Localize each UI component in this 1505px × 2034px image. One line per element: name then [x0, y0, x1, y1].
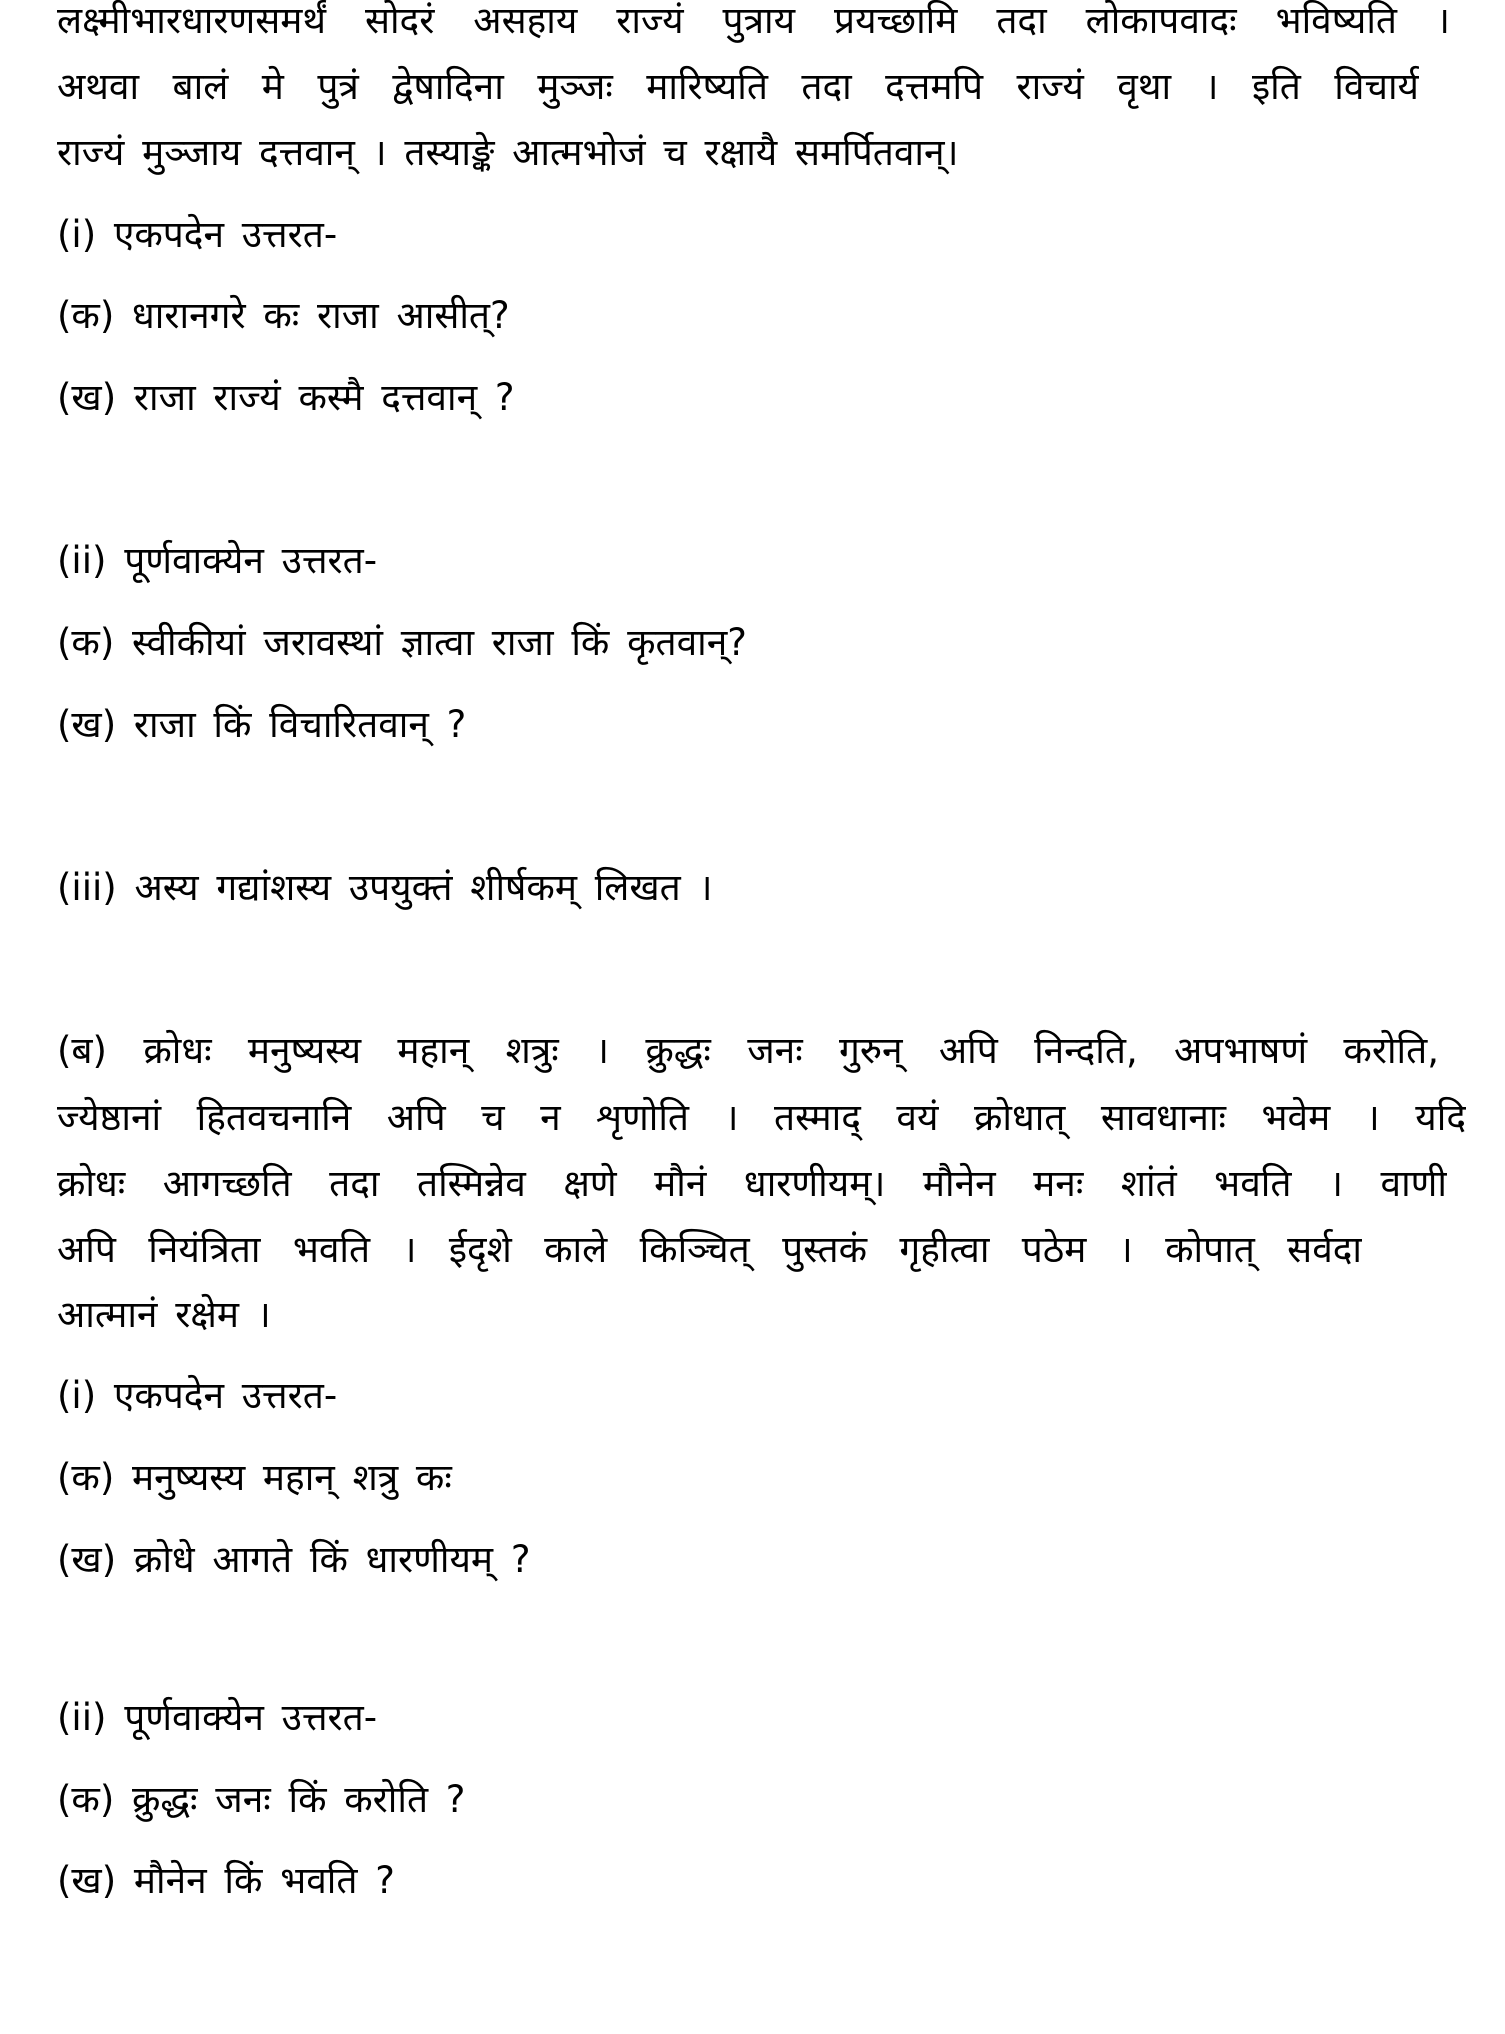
- passage-a-line-3: राज्यं मुञ्जाय दत्तवान् । तस्याङ्के आत्मभोजं च रक्षायै समर्पितवान्।: [57, 131, 959, 174]
- passage-b-q2-item-kha: (ख) मौनेन किं भवति ?: [57, 1859, 395, 1902]
- passage-a-q2-heading: (ii) पूर्णवाक्येन उत्तरत-: [57, 539, 378, 582]
- passage-a-q1-item-kha: (ख) राजा राज्यं कस्मै दत्तवान् ?: [57, 376, 515, 419]
- passage-b-line-4: अपि नियंत्रिता भवति । ईदृशे काले किञ्चित् पुस्तकं गृहीत्वा पठेम । कोपात् सर्वदा: [57, 1228, 1362, 1271]
- passage-a-line-2: अथवा बालं मे पुत्रं द्वेषादिना मुञ्जः मारिष्यति तदा दत्तमपि राज्यं वृथा । इति विचार्य: [57, 65, 1419, 108]
- passage-a-q2-item-ka: (क) स्वीकीयां जरावस्थां ज्ञात्वा राजा किं कृतवान्?: [57, 621, 747, 664]
- passage-b-q2-item-ka: (क) क्रुद्धः जनः किं करोति ?: [57, 1778, 466, 1821]
- passage-a-q2-item-kha: (ख) राजा किं विचारितवान् ?: [57, 703, 467, 746]
- passage-b-q1-item-kha: (ख) क्रोधे आगते किं धारणीयम् ?: [57, 1538, 531, 1581]
- passage-a-q1-heading: (i) एकपदेन उत्तरत-: [57, 213, 338, 256]
- passage-b-q1-item-ka: (क) मनुष्यस्य महान् शत्रु कः: [57, 1456, 452, 1499]
- passage-b-line-5: आत्मानं रक्षेम ।: [57, 1293, 271, 1336]
- passage-b-line-3: क्रोधः आगच्छति तदा तस्मिन्नेव क्षणे मौनं धारणीयम्। मौनेन मनः शांतं भवति । वाणी: [57, 1162, 1447, 1205]
- passage-b-line-1: (ब) क्रोधः मनुष्यस्य महान् शत्रुः । क्रुद्धः जनः गुरुन् अपि निन्दति, अपभाषणं करोति,: [57, 1029, 1439, 1072]
- passage-b-line-2: ज्येष्ठानां हितवचनानि अपि च न शृणोति । तस्माद् वयं क्रोधात् सावधानाः भवेम । यदि: [57, 1096, 1466, 1139]
- passage-b-q2-heading: (ii) पूर्णवाक्येन उत्तरत-: [57, 1696, 378, 1739]
- passage-a-q3-heading: (iii) अस्य गद्यांशस्य उपयुक्तं शीर्षकम् लिखत ।: [57, 866, 713, 909]
- passage-a-line-1: लक्ष्मीभारधारणसमर्थं सोदरं असहाय राज्यं पुत्राय प्रयच्छामि तदा लोकापवादः भविष्यति ।: [57, 0, 1450, 42]
- passage-b-q1-heading: (i) एकपदेन उत्तरत-: [57, 1374, 338, 1417]
- passage-a-q1-item-ka: (क) धारानगरे कः राजा आसीत्?: [57, 294, 510, 337]
